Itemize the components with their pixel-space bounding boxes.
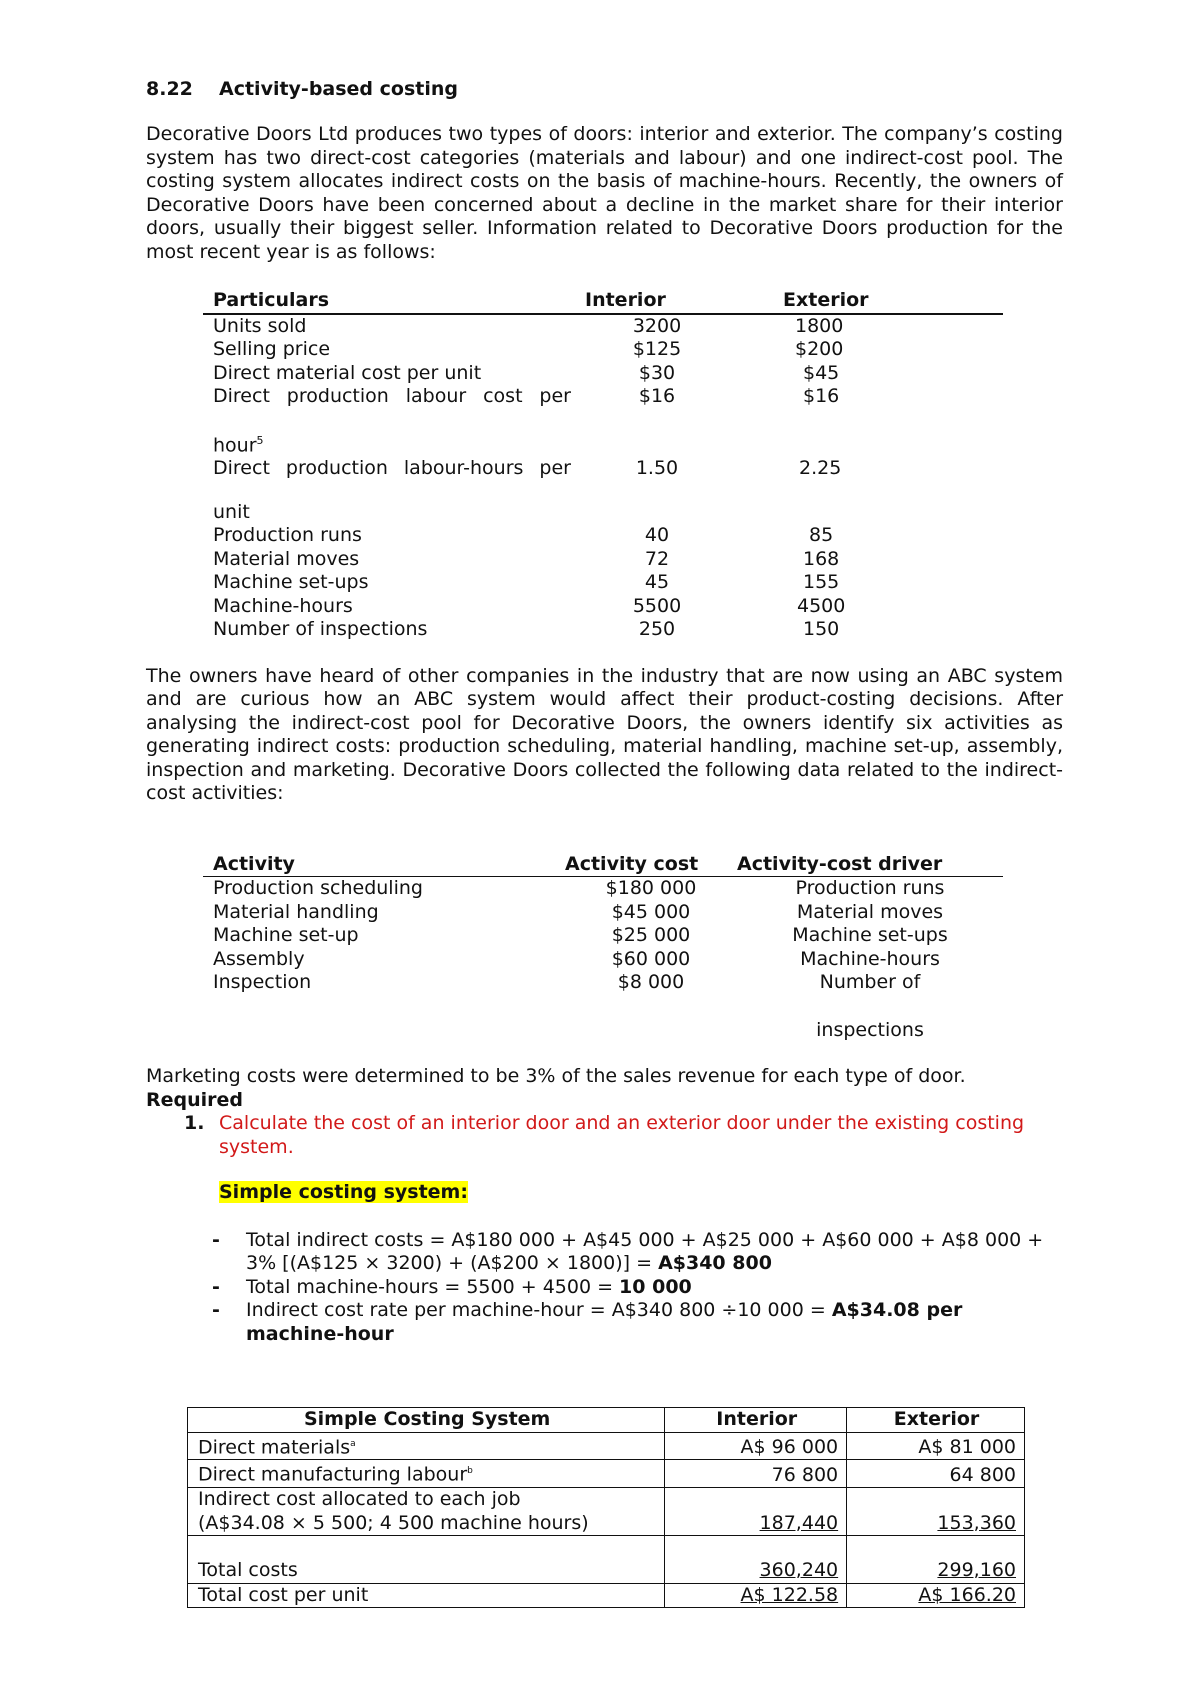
list-item: - Total machine-hours = 5500 + 4500 = 10 000 <box>212 1275 692 1298</box>
table-row: Machine set-ups 45 155 <box>213 571 840 594</box>
list-item: - Indirect cost rate per machine-hour = A$340 800 ÷10 000 = A$34.08 per machine-hour <box>212 1299 963 1345</box>
table-row: Production runs 40 85 <box>213 524 834 547</box>
table-row: Production scheduling $180 000 Production runs <box>213 877 945 900</box>
question-1 <box>146 1112 1063 1159</box>
simple-costing-heading: Simple costing system: <box>219 1181 468 1204</box>
table-row: Selling price $125 $200 <box>213 338 844 360</box>
list-item: - Total indirect costs = A$180 000 + A$45 000 + A$25 000 + A$60 000 + A$8 000 + 3% [(A$125 × 3200) + (A$200 × 1800)] = A$340 800 <box>212 1228 1044 1275</box>
table-row: Material moves 72 168 <box>213 547 840 570</box>
intro-paragraph: Decorative Doors Ltd produces two types of doors: interior and exterior. The company’s costing system has two direct-cost categories (materials and labour) and one indirect-cost pool. The costing system allocates indirect costs on the basis of machine-hours. Recently, the owners of Decorative Doors have been concerned about a decline in the market share for their interior doors, usually their biggest seller. Information related to Decorative Doors production for the most recent year is as follows: <box>146 123 1063 263</box>
page-content <box>146 78 1063 1346</box>
table-row: Machine set-up $25 000 Machine set-ups <box>213 924 948 947</box>
question-text: Calculate the cost of an interior door and an exterior door under the existing costing system. <box>219 1112 1025 1158</box>
table-row: Units sold 3200 1800 <box>213 314 844 337</box>
col-header-activity: Activity <box>213 852 295 875</box>
table-row: Total cost per unit A$ 122.58 A$ 166.20 <box>188 1583 1025 1608</box>
table-row: Direct manufacturing labour$^b$ 76 800 64 800 <box>188 1460 1025 1488</box>
table-row: Total costs 360,240 299,160 <box>188 1536 1025 1584</box>
table-row: Machine-hours 5500 4500 <box>213 594 846 617</box>
section-heading: 8.22 Activity-based costing <box>146 78 458 100</box>
marketing-note: Marketing costs were determined to be 3% of the sales revenue for each type of door. <box>146 1065 966 1088</box>
required-label: Required <box>146 1088 244 1111</box>
abc-paragraph: The owners have heard of other companies in the industry that are now using an ABC system and are curious how an ABC system would affect their product-costing decisions. After analysing the indirect-cost pool for Decorative Doors, the owners identify six activities as generating indirect costs: production scheduling, material handling, machine set-up, assembly, inspection and marketing. Decorative Doors collected the following data related to the indirect-cost activities: <box>146 664 1063 805</box>
table-row: Direct production labour-hours per 1.50 2.25 <box>213 457 842 480</box>
question-number: 1. <box>184 1112 205 1135</box>
calc-list <box>146 1229 1063 1347</box>
particulars-table: Particulars Interior Exterior Units sold 3200 1800 Selling price $125 $200 Direct material cost per unit $30 $45 Direct production labour cost per $16 $16 hour$^5$ Direct production labour-hours per 1.50 2.25 unit Production runs 40 85 Material moves 72 168 Machine set-ups 45 155 Machine-hours 5500 4500 Number of inspections 250 150 <box>203 289 1003 642</box>
table-row: Direct production labour cost per $16 $16 <box>213 385 840 407</box>
col-header-activity-cost: Activity cost <box>565 852 699 875</box>
table-row: Indirect cost allocated to each job (A$34.08 × 5 500; 4 500 machine hours) 187,440 153,360 <box>188 1488 1025 1536</box>
simple-costing-table <box>187 1407 1025 1608</box>
table-row: Material handling $45 000 Material moves <box>213 900 944 923</box>
col-header-exterior: Exterior <box>783 289 869 311</box>
activity-table: Activity Activity cost Activity-cost driver Production scheduling $180 000 Production runs Material handling $45 000 Material moves Machine set-up $25 000 Machine set-ups Assembly $60 000 Machine-hours Inspection $8 000 Number of inspections <box>203 853 1003 1043</box>
table-row: Assembly $60 000 Machine-hours <box>213 947 940 970</box>
table-row: Number of inspections 250 150 <box>213 618 840 641</box>
col-header-interior: Interior <box>585 289 666 311</box>
col-header-exterior: Exterior <box>847 1408 1025 1433</box>
col-header-particulars: Particulars <box>213 289 330 311</box>
col-header-simple: Simple Costing System <box>188 1408 665 1433</box>
table-row: Inspection $8 000 Number of <box>213 971 921 994</box>
col-header-cost-driver: Activity-cost driver <box>737 852 943 875</box>
table-row: Direct material cost per unit $30 $45 <box>213 361 840 384</box>
table-row: Direct materials$^a$ A$ 96 000 A$ 81 000 <box>188 1432 1025 1460</box>
col-header-interior: Interior <box>665 1408 847 1433</box>
